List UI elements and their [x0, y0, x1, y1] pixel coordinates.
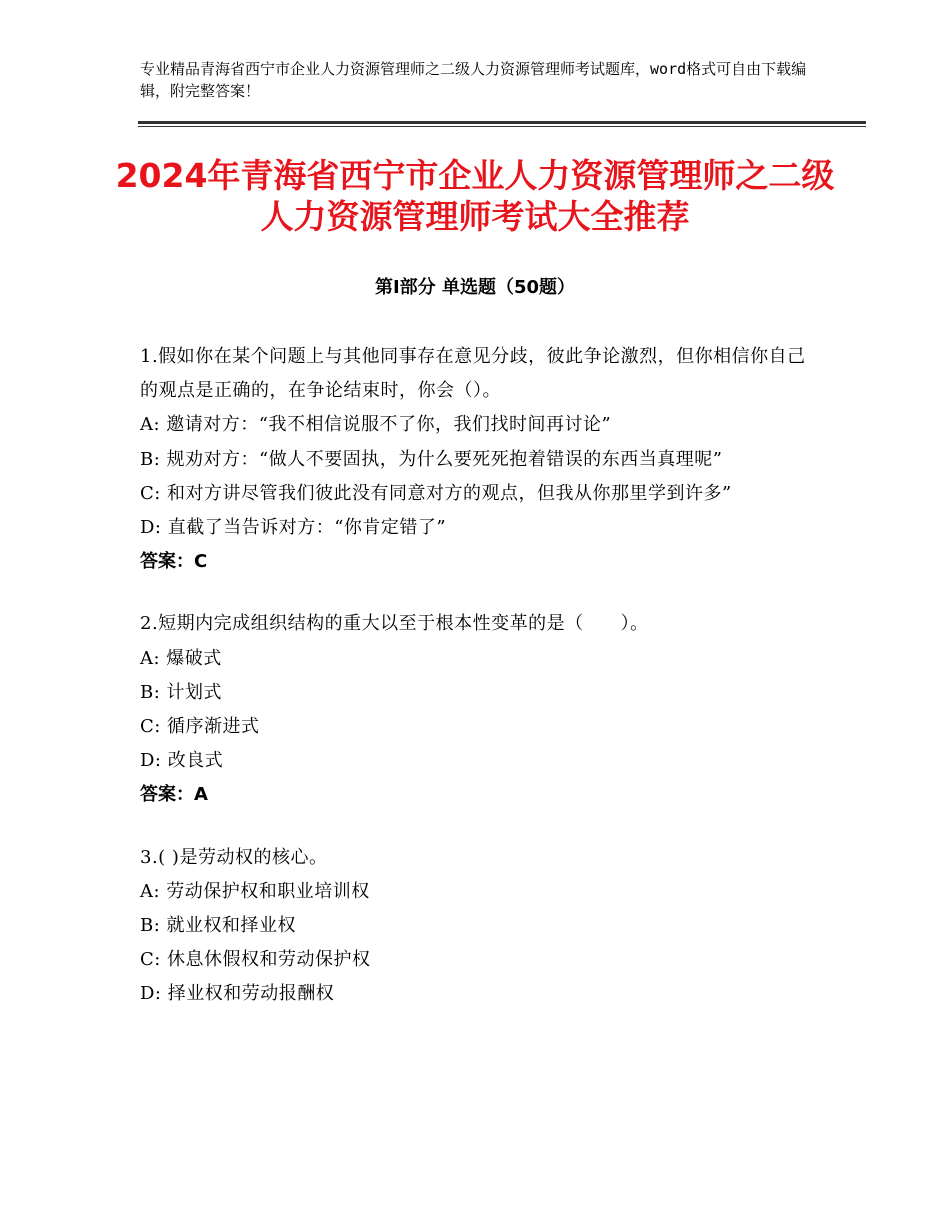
document-title: 2024年青海省西宁市企业人力资源管理师之二级人力资源管理师考试大全推荐: [115, 156, 835, 236]
question-stem: 3.( )是劳动权的核心。: [140, 846, 328, 868]
option-d: D: 直截了当告诉对方：“你肯定错了”: [140, 517, 447, 539]
header-divider-thin: [138, 126, 866, 127]
option-c: C: 循序渐进式: [140, 716, 260, 738]
question-stem: 2.短期内完成组织结构的重大以至于根本性变革的是（ ）。: [140, 613, 649, 635]
header-divider-thick: [138, 121, 866, 124]
question-list: [140, 340, 812, 1040]
option-d: D: 择业权和劳动报酬权: [140, 983, 335, 1005]
answer-label: 答案：C: [140, 551, 208, 573]
question-stem: 1.假如你在某个问题上与其他同事存在意见分歧，彼此争论激烈，但你相信你自己的观点是正确的，在争论结束时，你会（）。: [140, 346, 806, 402]
option-d: D: 改良式: [140, 750, 224, 772]
option-a: A: 爆破式: [140, 647, 222, 669]
option-c: C: 和对方讲尽管我们彼此没有同意对方的观点，但我从你那里学到许多”: [140, 482, 732, 504]
option-a: A: 劳动保护权和职业培训权: [140, 880, 370, 902]
question-3: [140, 841, 812, 1012]
question-1: [140, 340, 812, 579]
header-note: 专业精品青海省西宁市企业人力资源管理师之二级人力资源管理师考试题库，word格式可自由下载编辑，附完整答案！: [140, 60, 807, 100]
option-b: B: 规劝对方：“做人不要固执，为什么要死死抱着错误的东西当真理呢”: [140, 448, 723, 470]
question-2: [140, 607, 812, 812]
section-title: 第Ⅰ部分 单选题（50题）: [374, 277, 575, 298]
option-b: B: 计划式: [140, 681, 223, 703]
option-c: C: 休息休假权和劳动保护权: [140, 949, 371, 971]
answer-label: 答案：A: [140, 784, 208, 806]
option-b: B: 就业权和择业权: [140, 915, 297, 937]
option-a: A: 邀请对方：“我不相信说服不了你，我们找时间再讨论”: [140, 414, 612, 436]
